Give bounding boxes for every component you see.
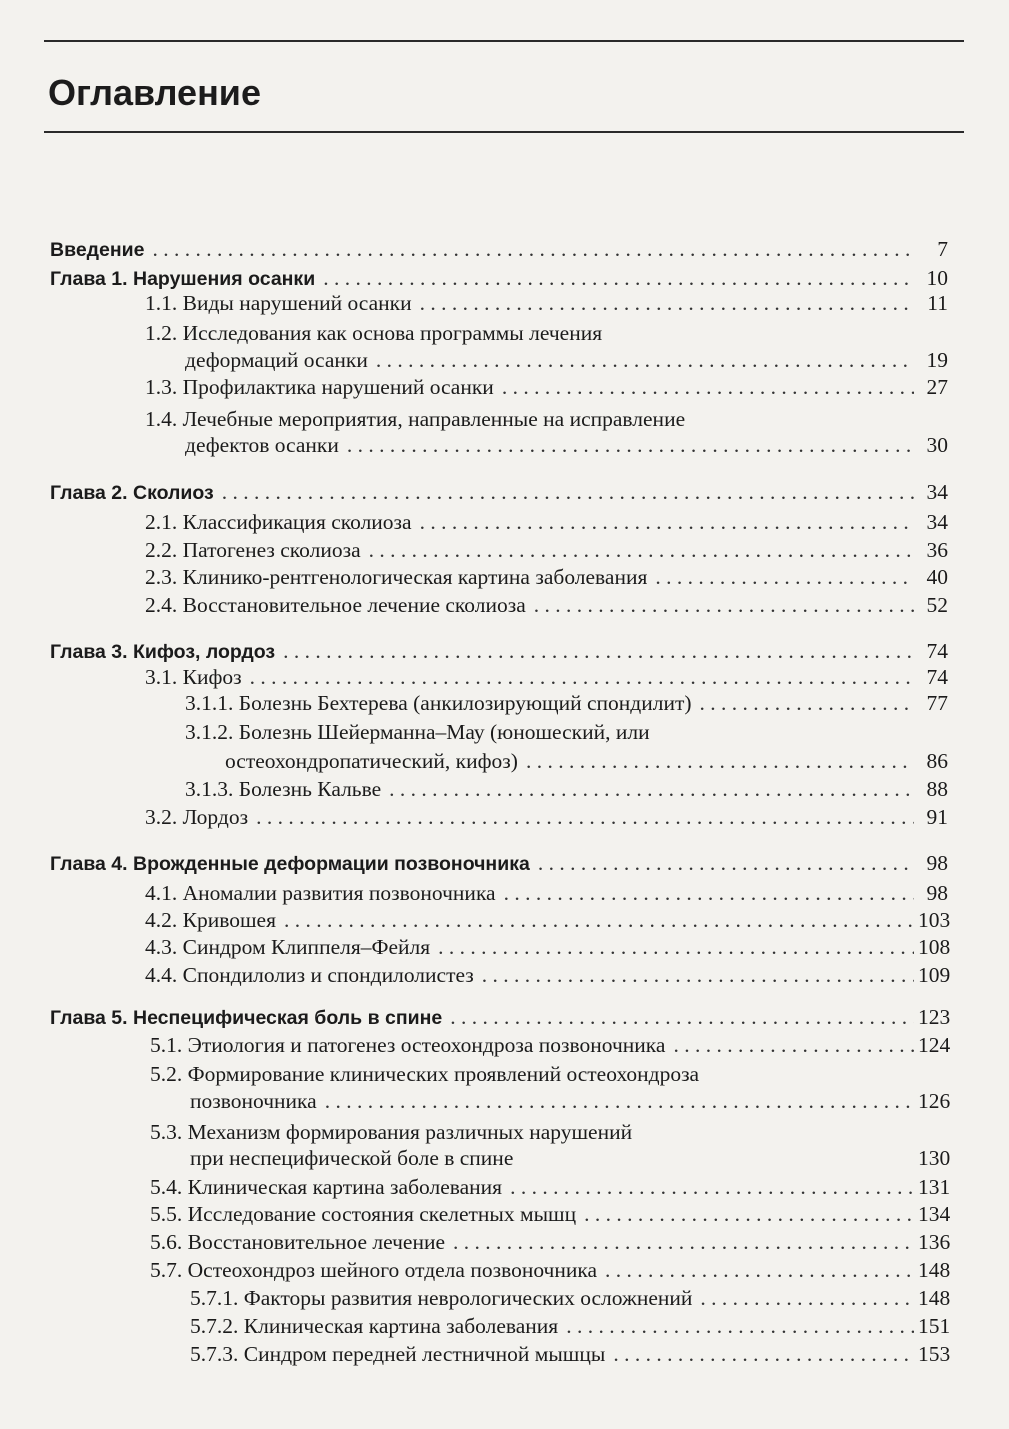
toc-entry-label: 5.7.3. Синдром передней лестничной мышцы <box>190 1342 606 1366</box>
toc-entry-3-1[interactable] <box>145 664 948 690</box>
toc-entry-page: 151 <box>918 1314 951 1338</box>
toc-entry-2-3[interactable] <box>145 564 948 590</box>
leader-dots <box>420 509 914 535</box>
toc-entry-chapter-2[interactable] <box>50 479 948 506</box>
toc-entry-page: 131 <box>918 1175 951 1199</box>
toc-entry-label: 5.7. Остеохондроз шейного отдела позвоночника <box>150 1258 598 1282</box>
toc-entry-4-2[interactable] <box>145 907 951 933</box>
toc-entry-1-1[interactable] <box>145 290 948 316</box>
toc-entry-page: 130 <box>918 1146 951 1170</box>
toc-entry-label: 4.3. Синдром Клиппеля–Фейля <box>145 935 431 959</box>
toc-entry-5-7-1[interactable] <box>190 1285 951 1311</box>
toc-entry-page: 77 <box>926 691 948 715</box>
toc-entry-page: 98 <box>926 851 948 875</box>
toc-entry-5-7-2[interactable] <box>190 1313 951 1339</box>
toc-entry-page: 153 <box>918 1342 951 1366</box>
toc-entry-page: 52 <box>926 593 948 617</box>
toc-entry-5-7-3[interactable] <box>190 1341 951 1367</box>
leader-dots <box>534 592 914 618</box>
leader-dots <box>538 850 914 876</box>
page-title: Оглавление <box>48 72 261 113</box>
toc-entry-label: при неспецифической боле в спине <box>190 1146 514 1170</box>
toc-entry-3-1-3[interactable] <box>185 776 948 802</box>
toc-entry-label: Глава 4. Врожденные деформации позвоночника <box>50 853 530 875</box>
leader-dots <box>673 1032 914 1058</box>
leader-dots <box>323 265 914 291</box>
toc-entry-label: остеохондропатический, кифоз) <box>225 749 518 773</box>
leader-dots <box>450 1004 914 1030</box>
toc-entry-page: 109 <box>918 963 951 987</box>
leader-dots <box>347 432 914 458</box>
leader-dots <box>256 804 914 830</box>
toc-entry-page: 7 <box>937 237 948 261</box>
toc-entry-label: 5.1. Этиология и патогенез остеохондроза позвоночника <box>150 1033 666 1057</box>
leader-dots <box>453 1229 914 1255</box>
toc-entry-page: 34 <box>926 480 948 504</box>
leader-dots <box>222 479 914 505</box>
leader-dots <box>566 1313 914 1339</box>
toc-entry-label: Глава 3. Кифоз, лордоз <box>50 641 276 663</box>
leader-dots <box>325 1088 914 1114</box>
leader-dots <box>700 1285 914 1311</box>
toc-entry-page: 27 <box>926 375 948 399</box>
toc-entry-intro[interactable] <box>50 236 948 263</box>
toc-entry-label: 4.4. Спондилолиз и спондилолистез <box>145 963 474 987</box>
toc-entry-page: 74 <box>926 639 948 663</box>
leader-dots <box>502 374 914 400</box>
toc-entry-page: 148 <box>918 1286 951 1310</box>
toc-entry-label: 2.4. Восстановительное лечение сколиоза <box>145 593 526 617</box>
toc-entry-3-1-2[interactable] <box>225 748 948 774</box>
toc-entry-5-2-line1: 5.2. Формирование клинических проявлений остеохондроза <box>150 1062 700 1086</box>
toc-entry-5-5[interactable] <box>150 1201 951 1227</box>
leader-dots <box>284 907 914 933</box>
toc-entry-5-2[interactable] <box>190 1088 951 1114</box>
leader-dots <box>526 748 914 774</box>
leader-dots <box>655 564 914 590</box>
toc-entry-chapter-4[interactable] <box>50 850 948 877</box>
toc-entry-label: 3.1.3. Болезнь Кальве <box>185 777 382 801</box>
toc-entry-page: 134 <box>918 1202 951 1226</box>
toc-entry-page: 108 <box>918 935 951 959</box>
toc-entry-label: позвоночника <box>190 1089 317 1113</box>
toc-entry-1-4[interactable] <box>185 432 948 458</box>
toc-entry-page: 74 <box>926 665 948 689</box>
toc-entry-4-1[interactable] <box>145 880 948 906</box>
toc-entry-label: 3.1. Кифоз <box>145 665 242 689</box>
toc-entry-page: 136 <box>918 1230 951 1254</box>
leader-dots <box>482 962 914 988</box>
toc-entry-label: 1.3. Профилактика нарушений осанки <box>145 375 494 399</box>
toc-entry-page: 86 <box>926 749 948 773</box>
toc-entry-chapter-5[interactable] <box>50 1004 951 1031</box>
toc-entry-label: 4.2. Кривошея <box>145 908 276 932</box>
toc-entry-page: 11 <box>927 291 948 315</box>
leader-dots <box>376 347 914 373</box>
leader-dots <box>420 290 914 316</box>
leader-dots <box>504 880 914 906</box>
toc-entry-2-1[interactable] <box>145 509 948 535</box>
toc-entry-page: 19 <box>926 348 948 372</box>
toc-entry-1-2[interactable] <box>185 347 948 373</box>
leader-dots <box>389 776 914 802</box>
leader-dots <box>153 236 915 262</box>
leader-dots <box>369 537 914 563</box>
toc-entry-2-2[interactable] <box>145 537 948 563</box>
toc-entry-3-2[interactable] <box>145 804 948 830</box>
toc-entry-page: 126 <box>918 1089 951 1113</box>
toc-entry-1-2-line1: 1.2. Исследования как основа программы лечения <box>145 321 603 345</box>
toc-entry-label: Глава 5. Неспецифическая боль в спине <box>50 1007 443 1029</box>
toc-entry-page: 10 <box>926 266 948 290</box>
toc-entry-page: 30 <box>926 433 948 457</box>
toc-entry-label: 5.5. Исследование состояния скелетных мышц <box>150 1202 577 1226</box>
toc-entry-page: 34 <box>926 510 948 534</box>
toc-entry-label: 2.3. Клинико-рентгенологическая картина заболевания <box>145 565 648 589</box>
toc-entry-page: 148 <box>918 1258 951 1282</box>
toc-entry-label: дефектов осанки <box>185 433 339 457</box>
toc-entry-label: деформаций осанки <box>185 348 368 372</box>
leader-dots <box>700 690 914 716</box>
toc-entry-5-6[interactable] <box>150 1229 951 1255</box>
toc-entry-page: 103 <box>918 908 951 932</box>
toc-entry-1-4-line1: 1.4. Лечебные мероприятия, направленные на исправление <box>145 407 686 431</box>
toc-entry-label: 3.2. Лордоз <box>145 805 249 829</box>
leader-dots <box>584 1201 914 1227</box>
toc-entry-page: 88 <box>926 777 948 801</box>
toc-entry-label: 5.4. Клиническая картина заболевания <box>150 1175 503 1199</box>
toc-entry-page: 123 <box>918 1005 951 1029</box>
leader-dots <box>510 1174 914 1200</box>
toc-entry-5-3-line1: 5.3. Механизм формирования различных нарушений <box>150 1120 633 1144</box>
toc-entry-label: 4.1. Аномалии развития позвоночника <box>145 881 496 905</box>
toc-entry-label: Введение <box>50 239 145 261</box>
toc-entry-page: 91 <box>926 805 948 829</box>
toc-entry-5-1[interactable] <box>150 1032 951 1058</box>
toc-entry-3-1-1[interactable] <box>185 690 948 716</box>
toc-entry-label: Глава 2. Сколиоз <box>50 482 214 504</box>
toc-entry-page: 98 <box>926 881 948 905</box>
toc-entry-label: 5.7.1. Факторы развития неврологических осложнений <box>190 1286 693 1310</box>
toc-entry-3-1-2-line1: 3.1.2. Болезнь Шейерманна–Мау (юношеский, или <box>185 720 650 744</box>
toc-entry-5-4[interactable] <box>150 1174 951 1200</box>
toc-entry-chapter-1[interactable] <box>50 265 948 292</box>
toc-entry-chapter-3[interactable] <box>50 638 948 665</box>
leader-dots <box>613 1341 914 1367</box>
leader-dots <box>605 1257 914 1283</box>
toc-entry-label: 3.1.1. Болезнь Бехтерева (анкилозирующий спондилит) <box>185 691 692 715</box>
toc-entry-label: 2.2. Патогенез сколиоза <box>145 538 361 562</box>
leader-dots <box>283 638 914 664</box>
toc-entry-4-4[interactable] <box>145 962 951 988</box>
toc-entry-1-3[interactable] <box>145 374 948 400</box>
toc-entry-5-7[interactable] <box>150 1257 951 1283</box>
toc-entry-2-4[interactable] <box>145 592 948 618</box>
toc-entry-page: 40 <box>926 565 948 589</box>
toc-entry-page: 124 <box>918 1033 951 1057</box>
leader-dots <box>250 664 914 690</box>
toc-entry-label: 5.7.2. Клиническая картина заболевания <box>190 1314 559 1338</box>
toc-entry-label: 2.1. Классификация сколиоза <box>145 510 412 534</box>
toc-entry-page: 36 <box>926 538 948 562</box>
toc-entry-5-3[interactable] <box>190 1145 951 1171</box>
toc-entry-label: 1.1. Виды нарушений осанки <box>145 291 412 315</box>
toc-entry-4-3[interactable] <box>145 934 951 960</box>
toc-entry-label: 5.6. Восстановительное лечение <box>150 1230 446 1254</box>
leader-dots <box>438 934 914 960</box>
toc-entry-label: Глава 1. Нарушения осанки <box>50 268 316 290</box>
